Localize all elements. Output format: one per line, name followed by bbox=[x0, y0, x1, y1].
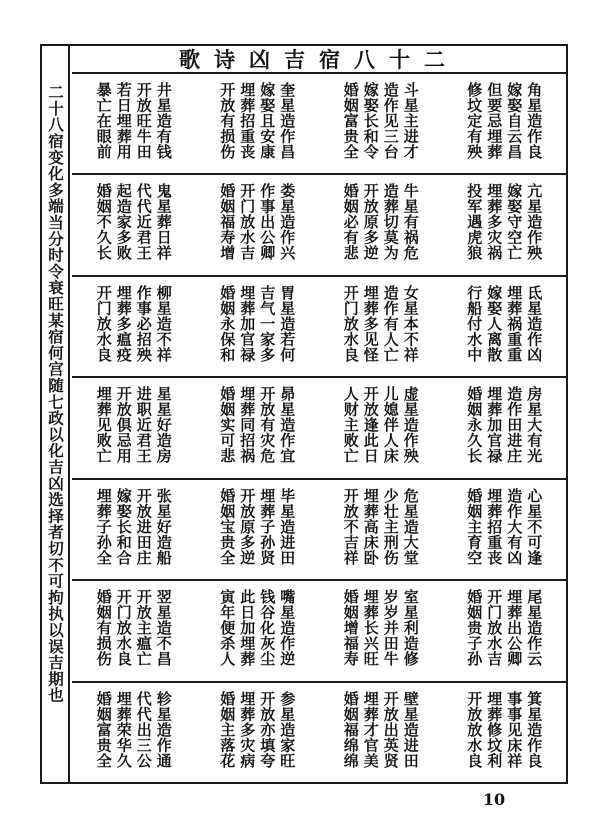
verse-line: 轸星造作通 bbox=[154, 690, 173, 769]
verse-line: 进职近君王 bbox=[134, 386, 153, 464]
star-verse-cell bbox=[72, 173, 196, 274]
verse-line: 开放原多逆 bbox=[361, 183, 380, 261]
side-note-column bbox=[42, 46, 70, 782]
star-verse-grid bbox=[72, 74, 566, 782]
verse-line: 嘴星造作逆 bbox=[278, 589, 297, 667]
verse-line: 若日埋葬用 bbox=[114, 82, 133, 160]
star-verse-cell bbox=[319, 579, 443, 680]
side-note-text: 二十八宿变化多端当分时令衰旺某宿何宫随七政以化吉凶选择者切不可拘执以误吉期也 bbox=[46, 84, 64, 704]
verse-line: 嫁娶守空亡 bbox=[505, 183, 524, 261]
verse-line: 箕星造作良 bbox=[525, 690, 544, 769]
verse-line: 造作田进庄 bbox=[505, 386, 524, 464]
verse-line: 代代出三公 bbox=[134, 690, 153, 769]
verse-line: 婚姻福寿增 bbox=[218, 183, 237, 261]
verse-line: 埋葬加官禄 bbox=[485, 386, 504, 464]
verse-line: 婚姻永保和 bbox=[218, 284, 237, 363]
verse-line: 翌星造不昌 bbox=[154, 589, 173, 667]
verse-line: 婚姻必有悲 bbox=[341, 183, 360, 261]
verse-line: 牛星有祸危 bbox=[401, 183, 420, 261]
verse-line: 婚姻有损伤 bbox=[94, 589, 113, 667]
verse-line: 埋葬多瘟疫 bbox=[114, 284, 133, 363]
star-verse-cell bbox=[72, 478, 196, 579]
verse-line: 埋葬高床卧 bbox=[361, 487, 380, 566]
verse-line: 岁岁并田牛 bbox=[381, 589, 400, 667]
star-verse-cell bbox=[443, 275, 567, 376]
verse-line: 埋葬子孙贤 bbox=[258, 487, 277, 566]
verse-line: 开放出英贤 bbox=[381, 690, 400, 769]
verse-line: 婚姻增福寿 bbox=[341, 589, 360, 667]
verse-line: 埋葬出公卿 bbox=[505, 589, 524, 667]
verse-line: 埋葬多见怪 bbox=[361, 284, 380, 363]
verse-line: 氐星造作凶 bbox=[525, 284, 544, 363]
verse-line: 埋葬祸重重 bbox=[505, 284, 524, 363]
page-number: 10 bbox=[482, 790, 506, 809]
verse-line: 斗星主进才 bbox=[401, 82, 420, 160]
verse-line: 胃星造若何 bbox=[278, 284, 297, 363]
verse-line: 虚星造作殃 bbox=[401, 386, 420, 464]
verse-line: 角星造作良 bbox=[525, 82, 544, 160]
star-verse-cell bbox=[72, 74, 196, 173]
verse-line: 壁星造进田 bbox=[401, 690, 420, 769]
verse-line: 埋葬子孙全 bbox=[94, 487, 113, 566]
star-verse-cell bbox=[196, 478, 320, 579]
verse-line: 女星本不祥 bbox=[401, 284, 420, 363]
verse-line: 亢星造作殃 bbox=[525, 183, 544, 261]
verse-line: 心星不可逢 bbox=[525, 487, 544, 566]
verse-line: 开门放水良 bbox=[94, 284, 113, 363]
star-verse-cell bbox=[196, 579, 320, 680]
star-verse-cell bbox=[443, 579, 567, 680]
star-verse-cell bbox=[196, 681, 320, 782]
verse-line: 开放进田庄 bbox=[134, 487, 153, 566]
verse-line: 此日加埋葬 bbox=[238, 589, 257, 667]
verse-line: 婚姻实可悲 bbox=[218, 386, 237, 464]
verse-line: 婚姻不久长 bbox=[94, 183, 113, 261]
verse-line: 鬼星葬日祥 bbox=[154, 183, 173, 261]
verse-line: 人财主败亡 bbox=[341, 386, 360, 464]
verse-line: 埋葬才官美 bbox=[361, 690, 380, 769]
verse-line: 修坟定有殃 bbox=[465, 82, 484, 160]
verse-line: 房星大有光 bbox=[525, 386, 544, 464]
verse-line: 埋葬多灾病 bbox=[238, 690, 257, 769]
star-verse-cell bbox=[72, 681, 196, 782]
verse-line: 嫁娶自云昌 bbox=[505, 82, 524, 160]
verse-line: 造作见三台 bbox=[381, 82, 400, 160]
verse-line: 参星造家旺 bbox=[278, 690, 297, 769]
star-verse-cell bbox=[319, 681, 443, 782]
verse-line: 寅年便杀人 bbox=[218, 589, 237, 667]
verse-line: 开放不吉祥 bbox=[341, 487, 360, 566]
verse-line: 室星利造修 bbox=[401, 589, 420, 667]
star-verse-cell bbox=[319, 74, 443, 173]
verse-line: 埋葬多灾祸 bbox=[485, 183, 504, 261]
verse-line: 开门放水良 bbox=[114, 589, 133, 667]
verse-line: 暴亡在眼前 bbox=[94, 82, 113, 160]
verse-line: 埋葬加官禄 bbox=[238, 284, 257, 363]
verse-line: 娄星造作兴 bbox=[278, 183, 297, 261]
star-verse-cell bbox=[443, 376, 567, 477]
verse-line: 婚姻富贵全 bbox=[341, 82, 360, 160]
verse-line: 但要忌埋葬 bbox=[485, 82, 504, 160]
verse-line: 开放旺牛田 bbox=[134, 82, 153, 160]
verse-line: 嫁娶人离散 bbox=[485, 284, 504, 363]
verse-line: 埋葬招重丧 bbox=[238, 82, 257, 160]
verse-line: 事事见床祥 bbox=[505, 690, 524, 769]
verse-line: 婚姻贵子孙 bbox=[465, 589, 484, 667]
title-band bbox=[72, 46, 566, 74]
star-verse-cell bbox=[196, 275, 320, 376]
verse-line: 起造家多败 bbox=[114, 183, 133, 261]
verse-line: 昴星造作宜 bbox=[278, 386, 297, 464]
star-verse-cell bbox=[443, 173, 567, 274]
verse-line: 开放放水良 bbox=[465, 690, 484, 769]
verse-line: 开门放水良 bbox=[341, 284, 360, 363]
verse-line: 钱谷化灰尘 bbox=[258, 589, 277, 667]
verse-line: 开门放水吉 bbox=[238, 183, 257, 261]
verse-line: 张星好造船 bbox=[154, 487, 173, 566]
verse-line: 儿媳伴人床 bbox=[381, 386, 400, 464]
star-verse-cell bbox=[72, 579, 196, 680]
star-verse-cell bbox=[72, 376, 196, 477]
star-verse-cell bbox=[196, 74, 320, 173]
verse-line: 埋葬长兴旺 bbox=[361, 589, 380, 667]
verse-line: 井星造有钱 bbox=[154, 82, 173, 160]
star-verse-cell bbox=[72, 275, 196, 376]
verse-line: 作事出公卿 bbox=[258, 183, 277, 261]
verse-line: 开放亦填夸 bbox=[258, 690, 277, 769]
verse-line: 行船付水中 bbox=[465, 284, 484, 363]
verse-line: 作事必招殃 bbox=[134, 284, 153, 363]
verse-line: 开放有损伤 bbox=[218, 82, 237, 160]
star-verse-cell bbox=[443, 74, 567, 173]
verse-line: 婚姻宝贵全 bbox=[218, 487, 237, 566]
verse-line: 星星好造房 bbox=[154, 386, 173, 464]
verse-line: 造作有人亡 bbox=[381, 284, 400, 363]
verse-line: 婚姻主落花 bbox=[218, 690, 237, 769]
verse-line: 吉气一家多 bbox=[258, 284, 277, 363]
verse-line: 埋葬荣华久 bbox=[114, 690, 133, 769]
verse-line: 造葬切莫为 bbox=[381, 183, 400, 261]
verse-line: 嫁娶长和合 bbox=[114, 487, 133, 566]
star-verse-cell bbox=[196, 173, 320, 274]
page-title: 二十八宿吉凶诗歌 bbox=[179, 48, 459, 72]
star-verse-cell bbox=[319, 275, 443, 376]
verse-line: 埋葬同招祸 bbox=[238, 386, 257, 464]
verse-line: 少壮主刑伤 bbox=[381, 487, 400, 566]
group-column bbox=[72, 74, 196, 782]
verse-line: 毕星造进田 bbox=[278, 487, 297, 566]
verse-line: 奎星造作昌 bbox=[278, 82, 297, 160]
group-column bbox=[443, 74, 567, 782]
group-column bbox=[319, 74, 443, 782]
verse-line: 埋葬招重丧 bbox=[485, 487, 504, 566]
verse-line: 婚姻福绵绵 bbox=[341, 690, 360, 769]
verse-line: 危星造大堂 bbox=[401, 487, 420, 566]
star-verse-cell bbox=[319, 478, 443, 579]
verse-line: 嫁娶长和令 bbox=[361, 82, 380, 160]
star-verse-cell bbox=[443, 681, 567, 782]
verse-line: 投军遇虎狼 bbox=[465, 183, 484, 261]
verse-line: 婚姻永久长 bbox=[465, 386, 484, 464]
verse-line: 埋葬见败亡 bbox=[94, 386, 113, 464]
verse-line: 开放俱忌用 bbox=[114, 386, 133, 464]
verse-line: 开放主瘟亡 bbox=[134, 589, 153, 667]
verse-line: 埋葬修坟利 bbox=[485, 690, 504, 769]
verse-line: 婚姻主育空 bbox=[465, 487, 484, 566]
verse-line: 开放有灾危 bbox=[258, 386, 277, 464]
verse-line: 嫁娶且安康 bbox=[258, 82, 277, 160]
star-verse-cell bbox=[443, 478, 567, 579]
verse-line: 柳星造不祥 bbox=[154, 284, 173, 363]
group-column bbox=[196, 74, 320, 782]
verse-line: 尾星造作云 bbox=[525, 589, 544, 667]
verse-line: 造作大有凶 bbox=[505, 487, 524, 566]
verse-line: 代代近君王 bbox=[134, 183, 153, 261]
verse-line: 婚姻富贵全 bbox=[94, 690, 113, 769]
verse-line: 开放逢此日 bbox=[361, 386, 380, 464]
star-verse-cell bbox=[319, 173, 443, 274]
verse-line: 开门放水吉 bbox=[485, 589, 504, 667]
star-verse-cell bbox=[319, 376, 443, 477]
verse-line: 开放原多逆 bbox=[238, 487, 257, 566]
star-verse-cell bbox=[196, 376, 320, 477]
